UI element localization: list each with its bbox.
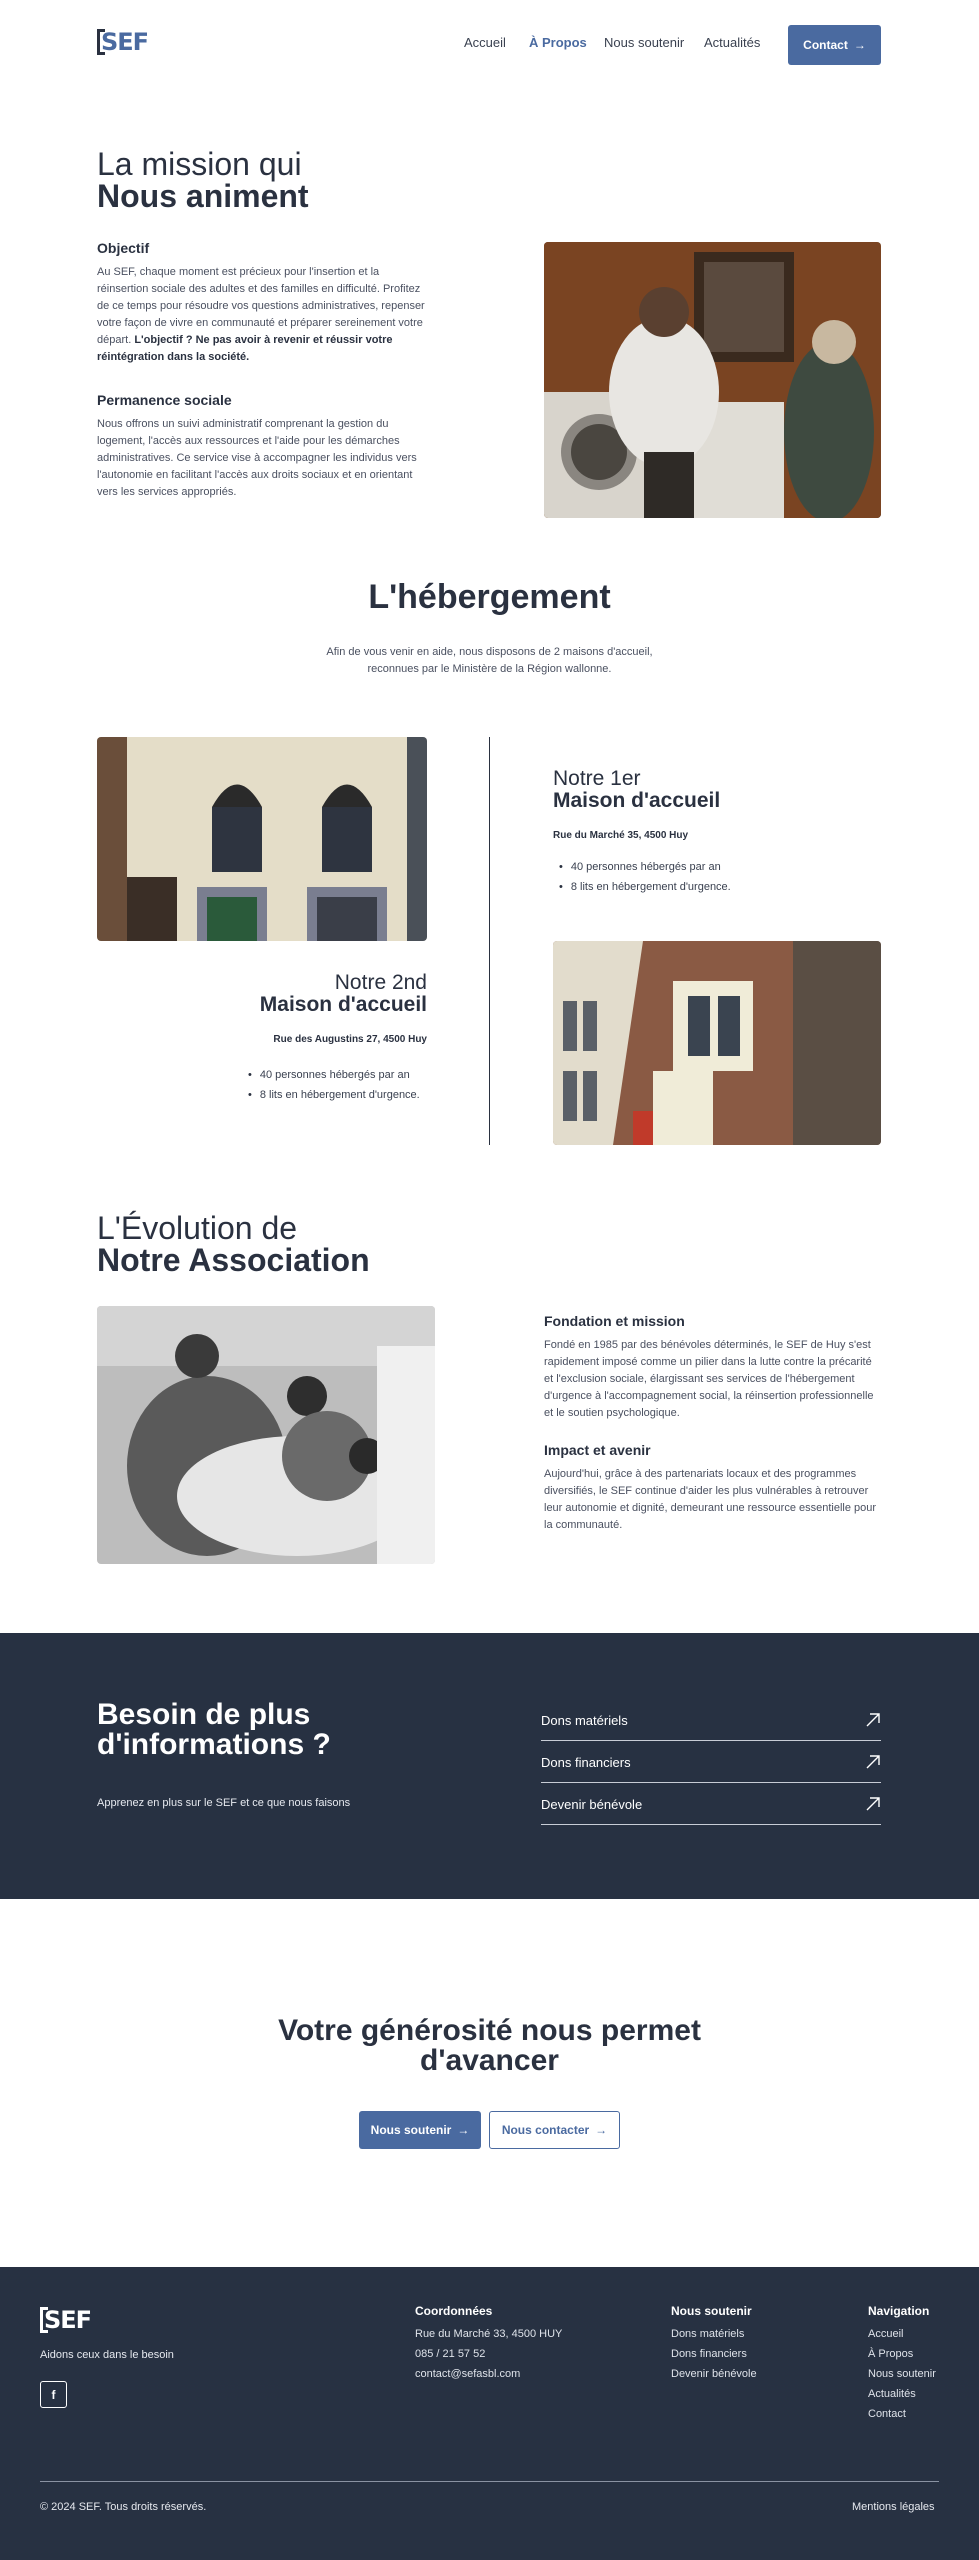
house2-info: Notre 2nd Maison d'accueil Rue des Augustins 27, 4500 Huy xyxy=(97,972,427,1045)
cta-heading: Votre générosité nous permet d'avancer xyxy=(278,2014,701,2077)
hebergement-header: L'hébergement Afin de vous venir en aide, nous disposons de 2 maisons d'accueil, reconnues par le Ministère de la Région wallonne. xyxy=(326,578,653,675)
mentions-legales-link[interactable]: Mentions légales xyxy=(852,2501,935,2513)
house2-address: Rue des Augustins 27, 4500 Huy xyxy=(273,1034,427,1046)
house2-photo xyxy=(553,941,881,1145)
footer-link[interactable]: Dons matériels xyxy=(671,2328,745,2340)
fondation-text: Fondé en 1985 par des bénévoles déterminés, le SEF de Huy s'est rapidement imposé comme un pilier dans la lutte contre la précarité et l'exclusion sociale, élargissant ses services de l'hébergement d'urgence à l'accompagnement social, la réinsertion professionnelle et le soutien psychologique. xyxy=(544,1339,874,1419)
nous-contacter-button[interactable]: Nous contacter → xyxy=(489,2111,620,2149)
footer-link[interactable]: Nous soutenir xyxy=(868,2368,936,2380)
house1-list xyxy=(559,857,731,897)
arrow-up-right-icon xyxy=(865,1712,881,1728)
footer-logo[interactable]: SEF xyxy=(40,2306,91,2334)
footer-coordonnees: Coordonnées Rue du Marché 33, 4500 HUY 085 / 21 57 52 contact@sefasbl.com xyxy=(415,2304,563,2380)
nous-soutenir-button[interactable]: Nous soutenir → xyxy=(359,2111,481,2149)
contact-button[interactable]: Contact → xyxy=(788,25,881,65)
objectif-text: Au SEF, chaque moment est précieux pour l'insertion et la réinsertion sociale des adultes et des familles en difficulté. Profitez de ce temps pour résoudre vos questions administratives, repenser votre façon de vivre en communauté et préparer sereinement votre départ. L'objectif ? Ne pas avoir à revenir et réussir votre réintégration dans la société. xyxy=(97,266,425,363)
link-dons-financiers[interactable]: Dons financiers xyxy=(541,1754,881,1783)
nav-nous-soutenir[interactable]: Nous soutenir xyxy=(604,35,685,50)
list-item: • 40 personnes hébergés par an xyxy=(248,1065,420,1085)
arrow-up-right-icon xyxy=(865,1754,881,1770)
nav-a-propos[interactable]: À Propos xyxy=(529,35,587,50)
arrow-right-icon: → xyxy=(853,38,866,52)
arrow-up-right-icon xyxy=(865,1796,881,1812)
kitchen-photo xyxy=(544,242,881,518)
footer-phone[interactable]: 085 / 21 57 52 xyxy=(415,2348,486,2360)
footer-link[interactable]: Actualités xyxy=(868,2388,916,2400)
mission-text xyxy=(97,240,432,501)
impact-text: Aujourd'hui, grâce à des partenariats locaux et des programmes diversifiés, le SEF continue d'aider les plus vulnérables à retrouver leur autonomie et dignité, demeurant une ressource essentielle pour la communauté. xyxy=(544,1468,877,1531)
footer-tagline: Aidons ceux dans le besoin xyxy=(40,2349,174,2361)
nav-actualites[interactable]: Actualités xyxy=(704,35,761,50)
list-item: • 8 lits en hébergement d'urgence. xyxy=(559,877,731,897)
objectif-title: Objectif xyxy=(97,240,150,256)
house1-info: Notre 1er Maison d'accueil Rue du Marché 35, 4500 Huy • 40 personnes hébergés par an • 8 lits en hébergement d'urgence. xyxy=(553,768,731,897)
info-heading: Besoin de plus d'informations ? xyxy=(97,1698,331,1761)
permanence-text: Nous offrons un suivi administratif comprenant la gestion du logement, l'accès aux ressources et l'aide pour les démarches administratives. Ce service vise à accompagner les individus vers l'autonomie en facilitant l'accès aux droits sociaux et en orientant vers les services appropriés. xyxy=(97,418,417,498)
footer-divider xyxy=(40,2481,939,2482)
list-item: • 8 lits en hébergement d'urgence. xyxy=(248,1085,420,1105)
impact-title: Impact et avenir xyxy=(544,1442,651,1458)
evolution-text xyxy=(544,1313,881,1534)
footer-link[interactable]: Contact xyxy=(868,2408,906,2420)
footer-link[interactable]: À Propos xyxy=(868,2348,914,2360)
permanence-title: Permanence sociale xyxy=(97,392,232,408)
fondation-title: Fondation et mission xyxy=(544,1313,685,1329)
footer-link[interactable]: Dons financiers xyxy=(671,2348,747,2360)
house1-address: Rue du Marché 35, 4500 Huy xyxy=(553,830,689,842)
footer-link[interactable]: Accueil xyxy=(868,2328,904,2340)
mission-heading: La mission qui Nous animent xyxy=(97,146,309,214)
footer-email[interactable]: contact@sefasbl.com xyxy=(415,2368,521,2380)
footer-soutenir: Nous soutenir Dons matériels Dons financiers Devenir bénévole xyxy=(671,2304,757,2380)
footer-link[interactable]: Devenir bénévole xyxy=(671,2368,757,2380)
logo[interactable]: SEF xyxy=(97,28,148,56)
link-devenir-benevole[interactable]: Devenir bénévole xyxy=(541,1796,881,1825)
house1-photo xyxy=(97,737,427,941)
footer-address: Rue du Marché 33, 4500 HUY xyxy=(415,2328,563,2340)
link-dons-materiels[interactable]: Dons matériels xyxy=(541,1712,881,1741)
house2-list xyxy=(248,1065,420,1105)
historic-photo xyxy=(97,1306,435,1564)
arrow-right-icon: → xyxy=(457,2123,470,2137)
vertical-divider xyxy=(489,737,490,1145)
copyright: © 2024 SEF. Tous droits réservés. xyxy=(40,2501,207,2513)
footer-navigation: Navigation Accueil À Propos Nous soutenir Actualités Contact xyxy=(868,2304,936,2420)
facebook-icon[interactable]: f xyxy=(40,2381,67,2408)
list-item: • 40 personnes hébergés par an xyxy=(559,857,731,877)
info-subtitle: Apprenez en plus sur le SEF et ce que nous faisons xyxy=(97,1797,351,1809)
nav-accueil[interactable]: Accueil xyxy=(464,35,506,50)
arrow-right-icon: → xyxy=(595,2123,608,2137)
evolution-heading: L'Évolution de Notre Association xyxy=(97,1210,370,1278)
